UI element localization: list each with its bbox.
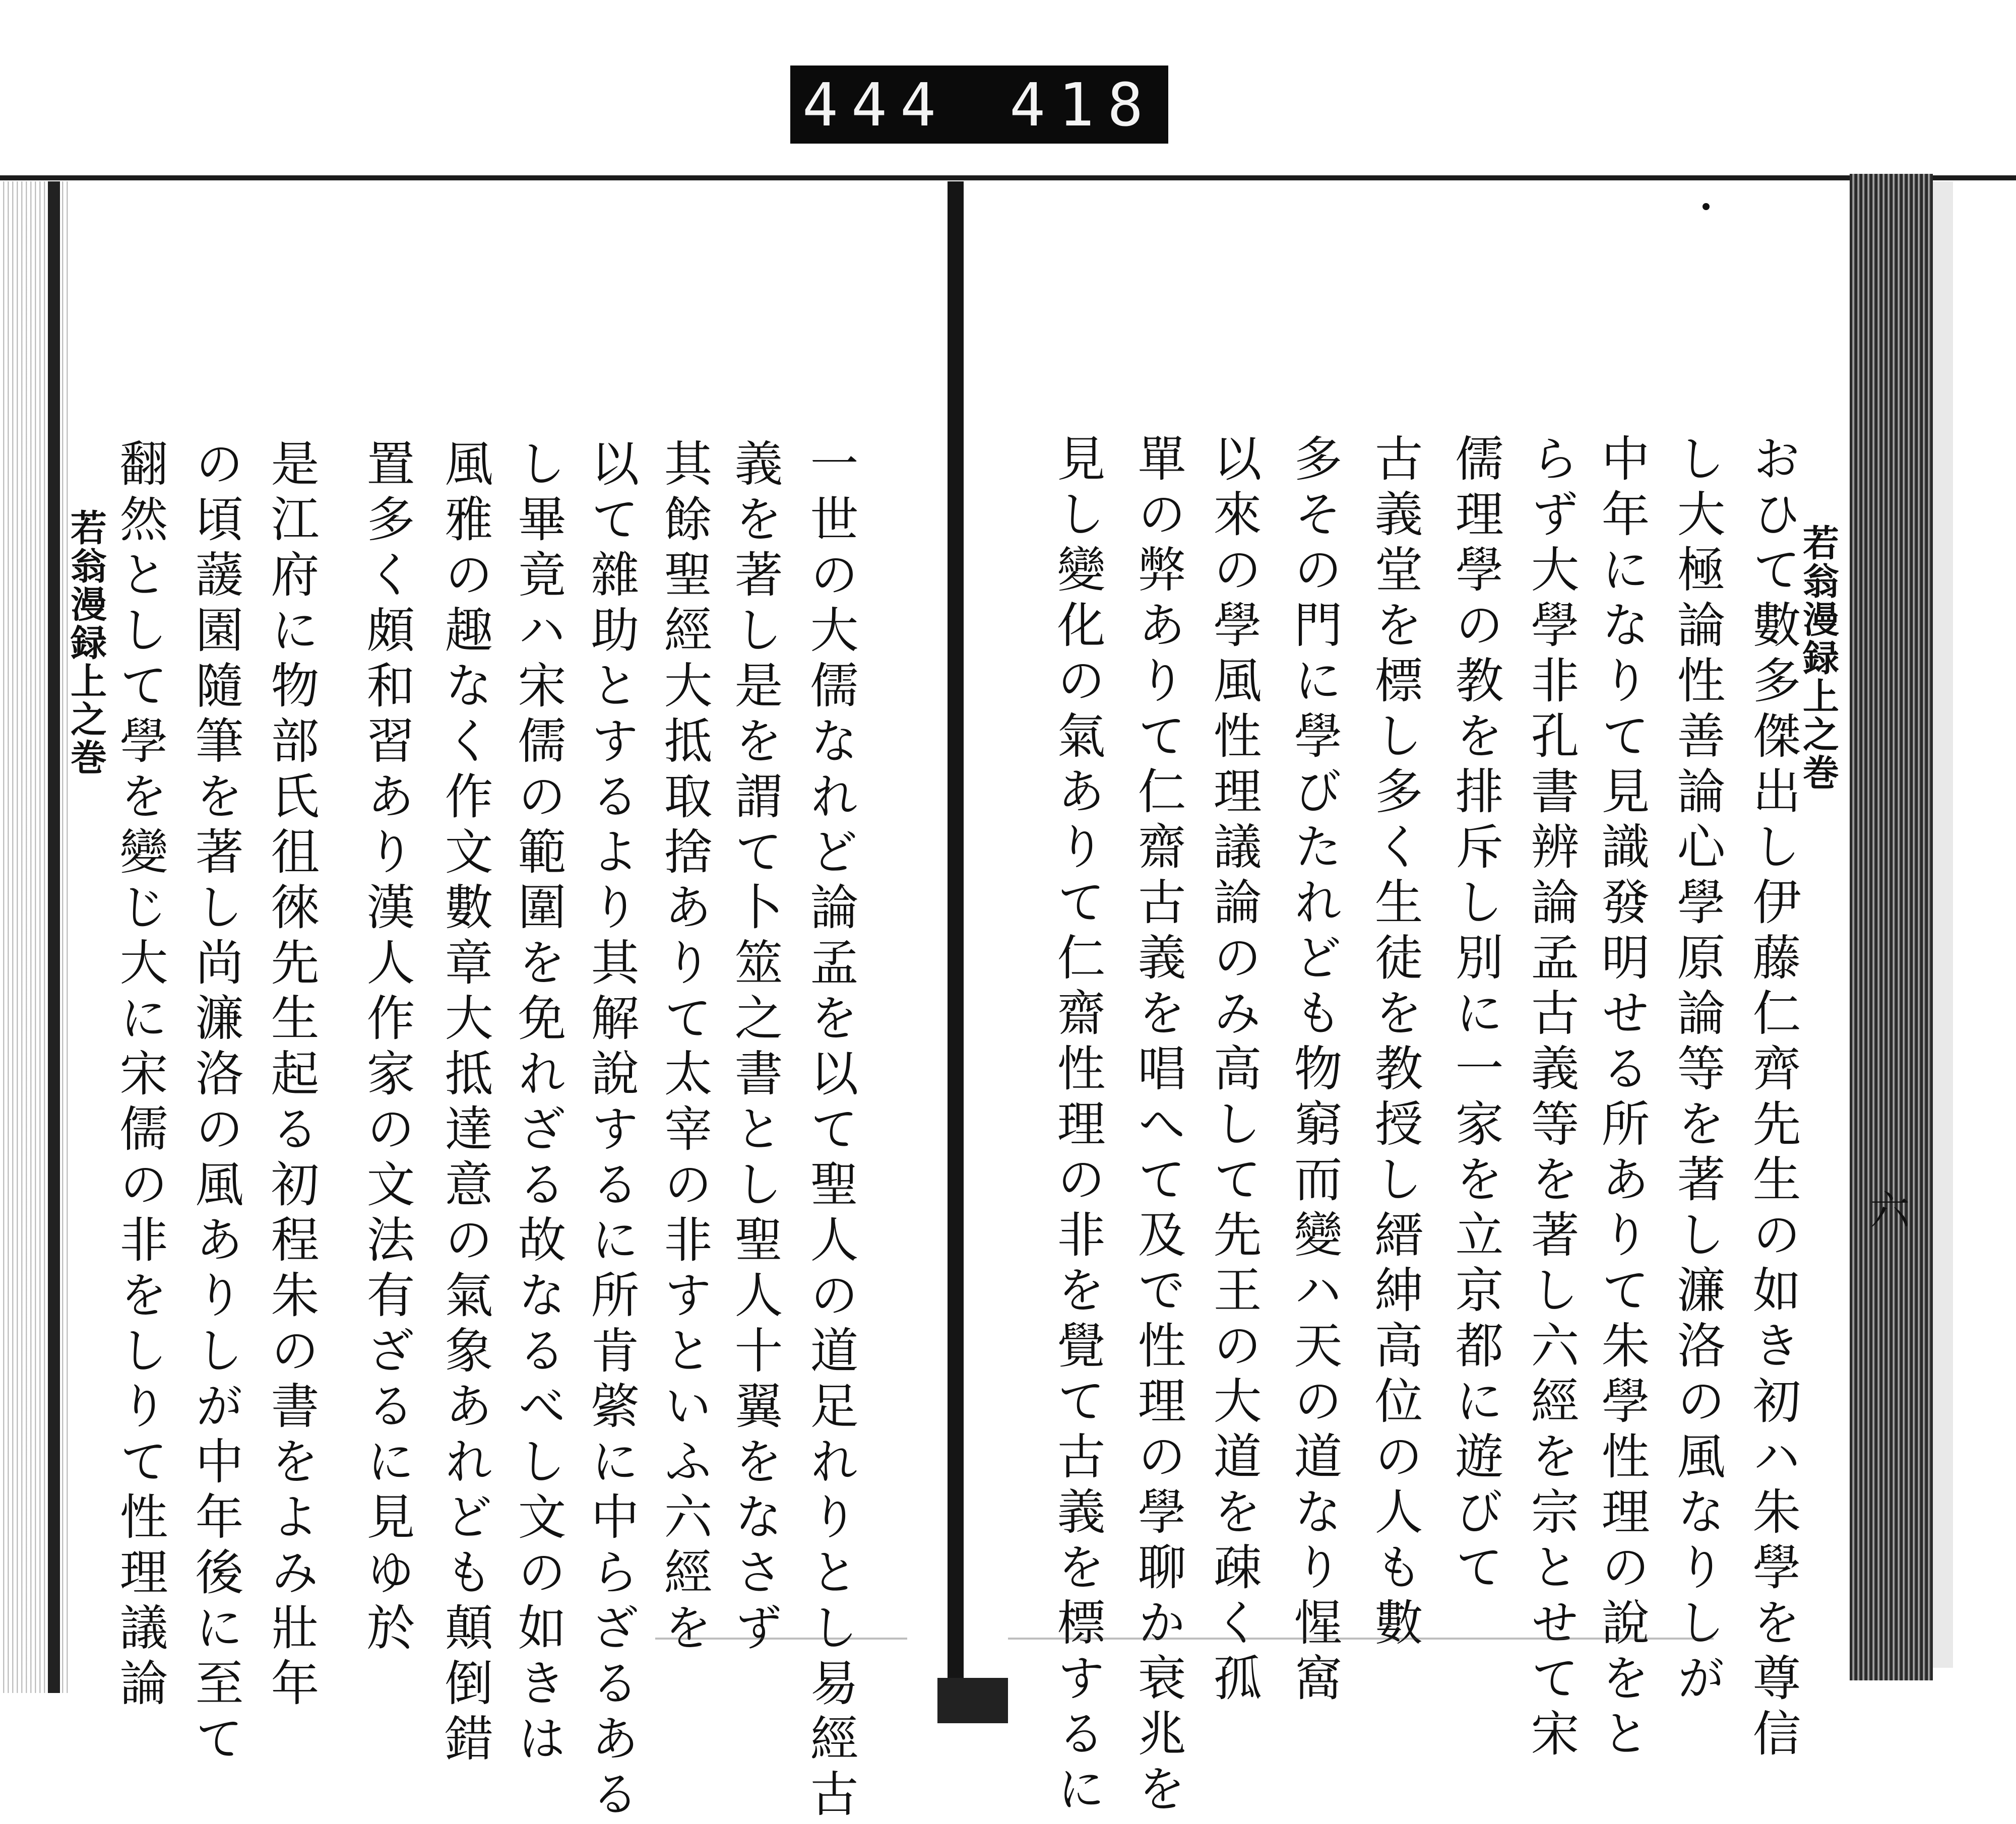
right-page-edges xyxy=(1850,174,1933,1680)
left-column-6: 風雅の趣なく作文數章大抵達意の氣象あれども顛倒錯 xyxy=(437,438,493,1769)
right-column-5: 儒理學の教を排斥し別に一家を立京都に遊びて xyxy=(1447,433,1504,1597)
left-cover-edge xyxy=(48,181,60,1693)
right-column-6: 古義堂を標し多く生徒を教授し縉紳高位の人も數 xyxy=(1367,433,1423,1653)
right-page-edge-highlight xyxy=(1933,181,1953,1668)
call-number-left: 444 xyxy=(802,70,949,140)
left-column-4: 以て雜助とするより其解說するに所肯綮に中らざるある xyxy=(583,438,640,1824)
right-column-3: 中年になりて見識發明せる所ありて朱學性理の說をと xyxy=(1594,433,1650,1764)
left-column-7: 置多く頗和習あり漢人作家の文法有ざるに見ゆ於 xyxy=(359,438,415,1658)
right-column-4: らず大學非孔書辨論孟古義等を著し六經を宗とせて宋 xyxy=(1523,433,1580,1764)
right-column-10: 見し變化の氣ありて仁齋性理の非を覺て古義を標するに xyxy=(1049,433,1106,1819)
left-column-2: 義を著し是を謂て卜筮之書とし聖人十翼をなさず xyxy=(727,438,783,1658)
book-gutter xyxy=(948,181,964,1723)
scan-mark-right xyxy=(1008,1638,1714,1640)
left-column-5: し畢竟ハ宋儒の範圍を免れざる故なるべし文の如きは xyxy=(510,438,566,1769)
right-column-9: 單の弊ありて仁齋古義を唱へて及で性理の學聊か衰兆を xyxy=(1130,433,1186,1819)
call-number-label xyxy=(790,66,1168,144)
right-column-8: 以來の學風性理議論のみ高して先王の大道を疎く孤 xyxy=(1206,433,1262,1708)
scan-mark-left xyxy=(655,1638,907,1640)
right-page-number: 六 xyxy=(1863,1189,1910,1229)
right-running-title: 若翁漫録上之巻 xyxy=(1797,524,1840,792)
right-column-2: し大極論性善論心學原論等を著し濂洛の風なりしが xyxy=(1669,433,1726,1708)
left-column-8: 是江府に物部氏徂徠先生起る初程朱の書をよみ壯年 xyxy=(263,438,320,1713)
left-running-title: 若翁漫録上之巻 xyxy=(65,509,107,777)
left-column-9: の頃蘐園隨筆を著し尚濂洛の風ありしが中年後に至て xyxy=(187,438,244,1769)
left-column-1: 一世の大儒なれど論孟を以て聖人の道足れりとし易經古 xyxy=(802,438,859,1824)
book-top-edge xyxy=(0,175,2016,180)
left-column-3: 其餘聖經大抵取捨ありて太宰の非すといふ六經を xyxy=(656,438,713,1658)
call-number-right: 418 xyxy=(1010,70,1157,140)
gutter-base xyxy=(937,1678,1008,1723)
left-page-edges xyxy=(0,181,71,1693)
right-column-7: 多その門に學びたれども物窮而變ハ天の道なり惺窩 xyxy=(1286,433,1343,1708)
right-column-1: おひて數多傑出し伊藤仁齊先生の如き初ハ朱學を尊信 xyxy=(1745,433,1801,1764)
left-column-10: 翻然として學を變じ大に宋儒の非をしりて性理議論 xyxy=(112,438,168,1713)
ink-dot xyxy=(1703,203,1710,210)
